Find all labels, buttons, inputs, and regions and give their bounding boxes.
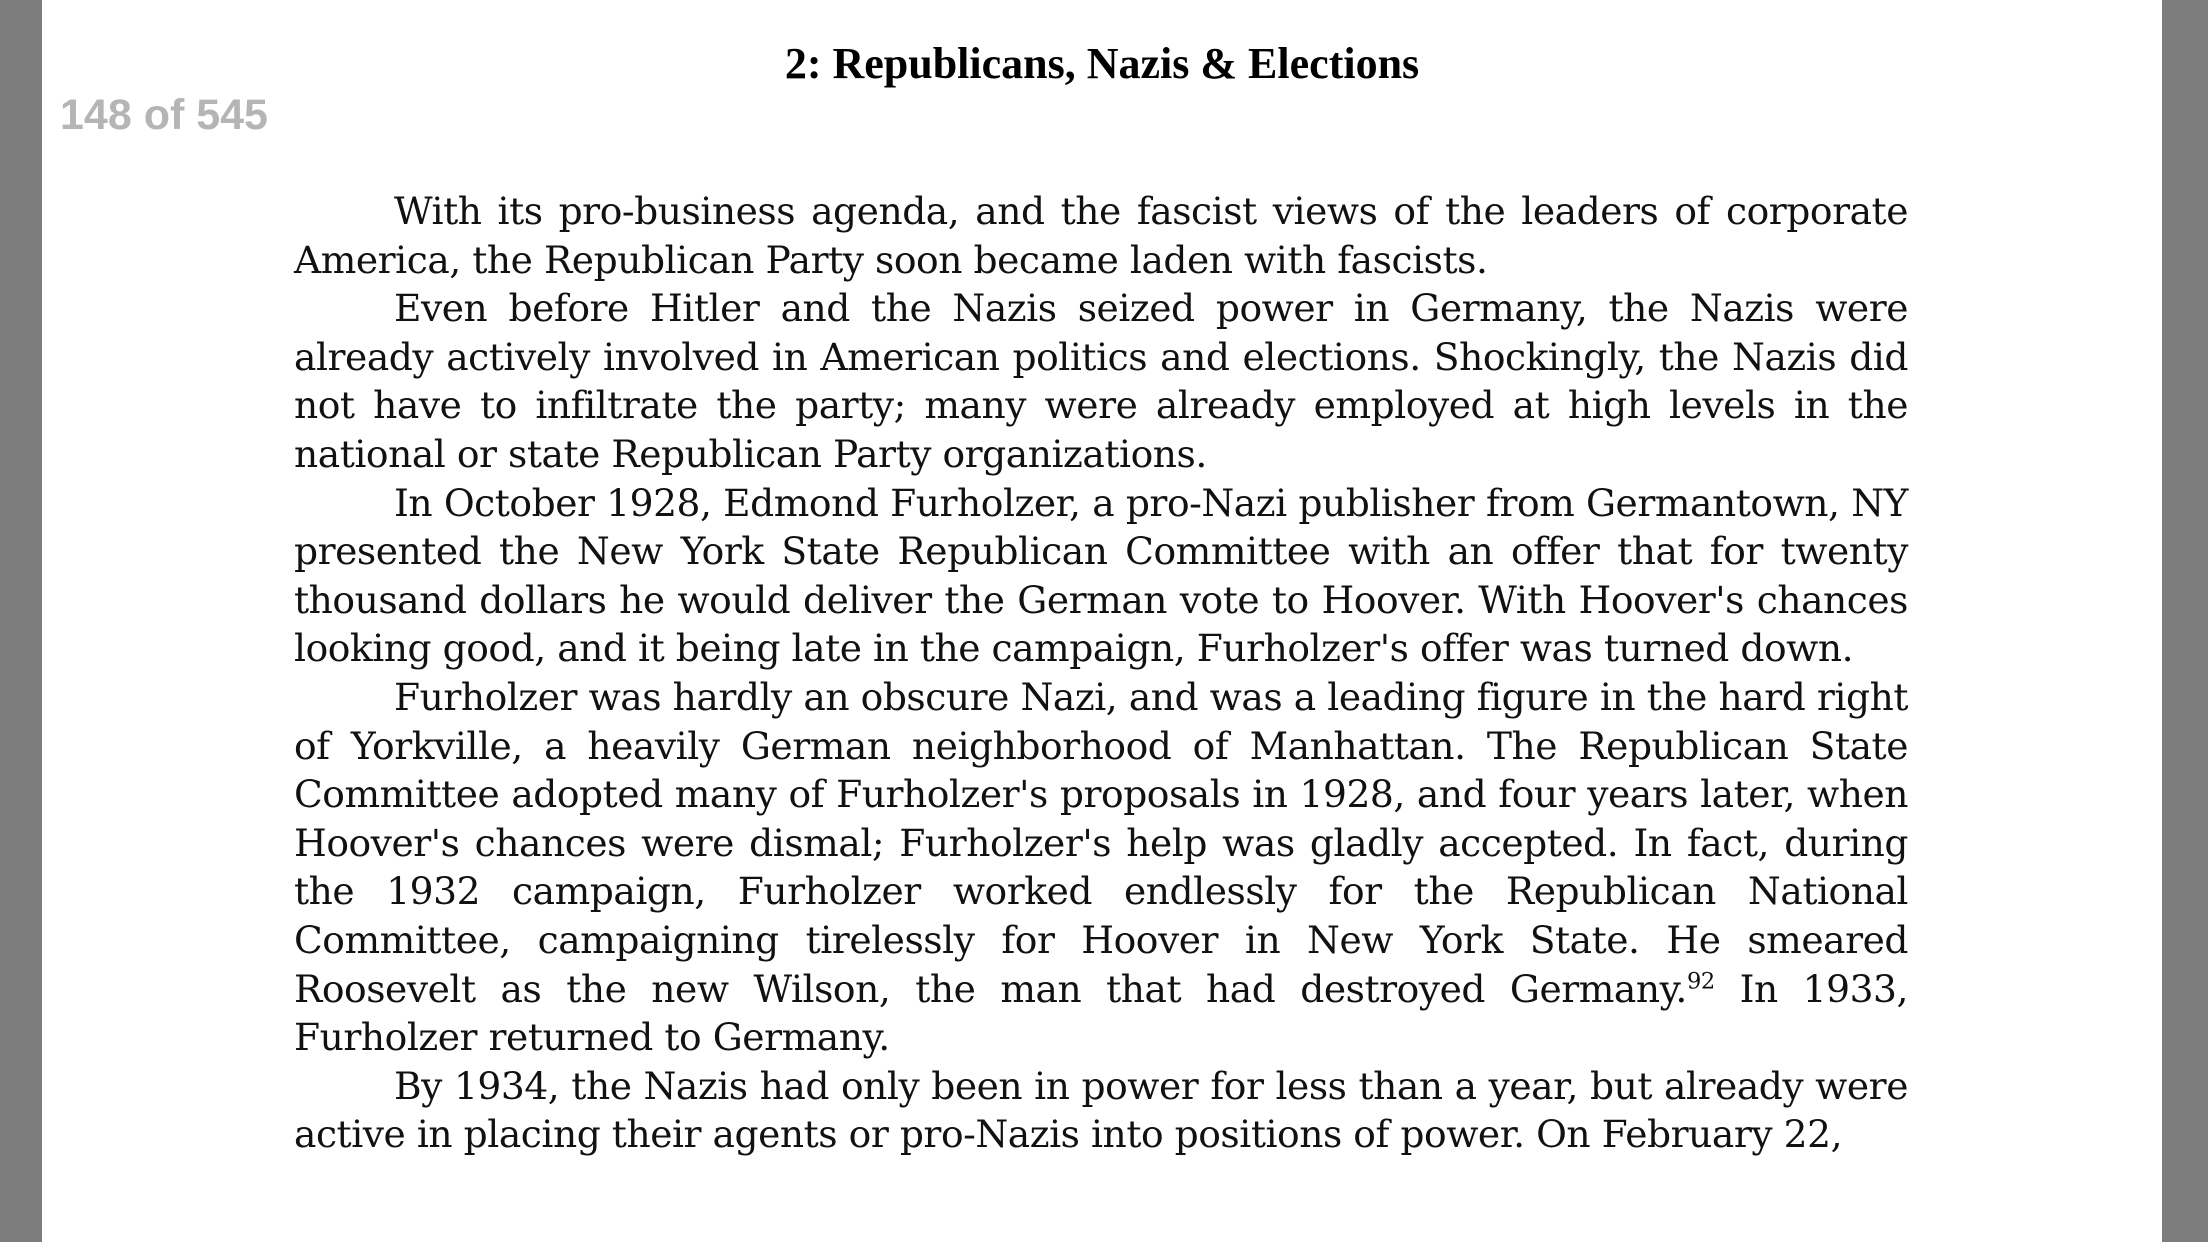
- body-text: [294, 187, 1908, 1159]
- paragraph-4-text: Furholzer was hardly an obscure Nazi, and was a leading figure in the hard right of Yorkville, a heavily German neighborhood of Manhattan. The Republican State Committee adopted many of Furholzer's proposals in 1928, and four years later, when Hoover's chances were dismal; Furholzer's help was gladly accepted. In fact, during the 1932 campaign, Furholzer worked endlessly for the Republican National Committee, campaigning tirelessly for Hoover in New York State. He smeared Roosevelt as the new Wilson, the man that had destroyed Germany.: [294, 674, 1908, 1011]
- chapter-title: 2: Republicans, Nazis & Elections: [784, 39, 1420, 88]
- footnote-reference[interactable]: 92: [1686, 967, 1715, 994]
- paragraph-4-text-end: In 1933, Furholzer returned to Germany.: [294, 966, 1909, 1060]
- page-counter: 148 of 545: [60, 91, 268, 139]
- paragraph-5: By 1934, the Nazis had only been in power for less than a year, but already were active in placing their agents or pro-Nazis into positions of power. On February 22,: [294, 1063, 1908, 1157]
- paragraph-4: [294, 673, 1908, 1062]
- paragraph-2: Even before Hitler and the Nazis seized power in Germany, the Nazis were already actively involved in American politics and elections. Shockingly, the Nazis did not have to infiltrate the party; many were already employed at high levels in the national or state Republican Party organizations.: [294, 286, 1908, 476]
- paragraph-1: With its pro-business agenda, and the fascist views of the leaders of corporate America, the Republican Party soon became laden with fascists.: [294, 189, 1908, 282]
- paragraph-3: In October 1928, Edmond Furholzer, a pro-Nazi publisher from Germantown, NY presented the New York State Republican Committee with an offer that for twenty thousand dollars he would deliver the German vote to Hoover. With Hoover's chances looking good, and it being late in the campaign, Furholzer's offer was turned down.: [294, 480, 1908, 671]
- book-page[interactable]: [42, 0, 2162, 1242]
